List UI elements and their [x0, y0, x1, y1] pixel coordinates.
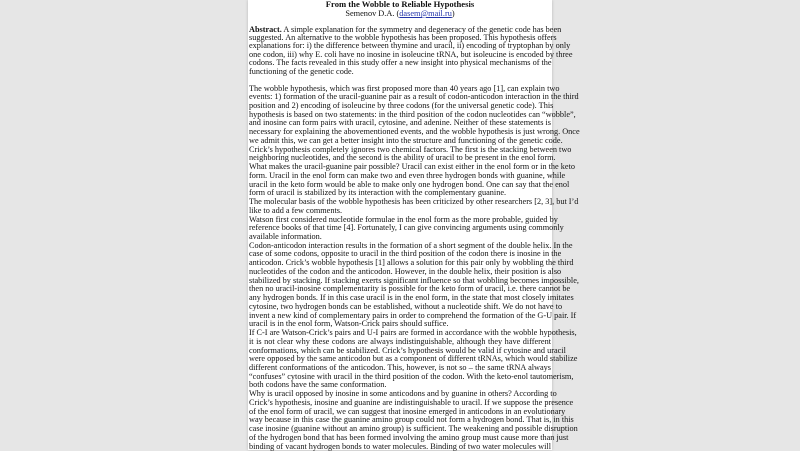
document-title: From the Wobble to Reliable Hypothesis [248, 0, 552, 9]
text-line: Crick’s hypothesis completely ignores two chemical factors. The first is the stacking between two [249, 146, 551, 155]
text-line: of the hydrogen bond that has been formed involving the amino group must cause more than just [249, 434, 551, 443]
text-line: form of uracil is stabilized by its interaction with the complementary guanine. [249, 189, 551, 198]
text-line: The wobble hypothesis, which was first proposed more than 40 years ago [1], can explain two [249, 85, 551, 94]
text-line: functioning of the genetic code. [249, 68, 551, 76]
text-line: any hydrogen bonds. If in this case uracil is in the enol form, in the state that most closely imitates [249, 294, 551, 303]
text-line: then no uracil-inosine complementarity is possible for the keto form of uracil, i.e. there cannot be [249, 285, 551, 294]
text-line: anticodon. Crick’s wobble hypothesis [1] allows a solution for this pair only by wobbling the third [249, 259, 551, 268]
paragraph [249, 163, 551, 198]
paragraph [249, 329, 551, 390]
text-line: one codon, iii) why E. coli have no inosine in isoleucine tRNA, but isoleucine is encoded by three [249, 51, 551, 59]
paragraph [249, 390, 551, 451]
text-line: Watson first considered nucleotide formulae in the enol form as the more probable, guided by [249, 216, 551, 225]
abstract-label: Abstract. [249, 25, 282, 34]
text-line: “confuses” cytosine with uracil in the third position of the codon. With the keto-enol tautomerism, [249, 373, 551, 382]
author-line [248, 9, 552, 19]
author-close: ) [452, 9, 455, 18]
text-line: were opposed by the same anticodon but as a component of different tRNAs, which would stabilize [249, 355, 551, 364]
paragraph [249, 85, 551, 146]
text-line: suggested. An alternative to the wobble hypothesis has been proposed. This hypothesis offers [249, 34, 551, 42]
abstract-text: A simple explanation for the symmetry and degeneracy of the genetic code has been [282, 25, 562, 34]
text-line: way because in this case the guanine amino group could not form a hydrogen bond. That is, in this [249, 416, 551, 425]
text-line: uracil in the keto form would be able to make only one hydrogen bond. One can say that the enol [249, 181, 551, 190]
text-line: like to add a few comments. [249, 207, 551, 216]
text-line: stabilized by stacking. If stacking exerts significant influence so that wobbling becomes impossible, [249, 277, 551, 286]
text-line: events: 1) formation of the uracil-guanine pair as a result of codon-anticodon interaction in the third [249, 93, 551, 102]
text-line: necessary for explaining the abovementioned events, and the wobble hypothesis is just wrong. Once [249, 128, 551, 137]
text-line: available information. [249, 233, 551, 242]
text-line: The molecular basis of the wobble hypothesis has been criticized by other researchers [2, 3], but I’d [249, 198, 551, 207]
text-line: both codons have the same conformation. [249, 381, 551, 390]
text-line: and inosine can form pairs with uracil, cytosine, and adenine. Neither of these statements is [249, 119, 551, 128]
text-line: Crick’s hypothesis, inosine and guanine are indistinguishable to uracil. If we suppose the presence [249, 399, 551, 408]
abstract [249, 26, 551, 77]
text-line: What makes the uracil-guanine pair possible? Uracil can exist either in the enol form or in the keto [249, 163, 551, 172]
text-line: case inosine (guanine without an amino group) is sufficient. The weakening and possible disruption [249, 425, 551, 434]
text-line: invent a new kind of complementary pairs in order to comprehend the formation of the G-U pair. If [249, 312, 551, 321]
text-line: form. Uracil in the enol form can make two and even three hydrogen bonds with guanine, while [249, 172, 551, 181]
text-line: Why is uracil opposed by inosine in some anticodons and by guanine in others? According to [249, 390, 551, 399]
text-line: conformations, which can be stabilized. Crick’s hypothesis would be valid if cytosine and uracil [249, 347, 551, 356]
text-line: Codon-anticodon interaction results in the formation of a short segment of the double helix. In the [249, 242, 551, 251]
paragraph [249, 198, 551, 215]
text-line: codons. The facts revealed in this study offer a new insight into physical mechanisms of the [249, 59, 551, 67]
text-line: neighboring nucleotides, and the second is the ability of uracil to be present in the enol form. [249, 154, 551, 163]
author-email-link[interactable]: dasem@mail.ru [399, 9, 452, 18]
text-line: binding of vacant hydrogen bonds to water molecules. Binding of two water molecules will [249, 443, 551, 451]
text-line: reference books of that time [4]. Fortunately, I can give convincing arguments using commonly [249, 224, 551, 233]
paragraph [249, 146, 551, 163]
text-line: cytosine, two hydrogen bonds can be established, without a nucleotide shift. We do not have to [249, 303, 551, 312]
paragraph [249, 216, 551, 242]
text-line: position and 2) encoding of isoleucine by three codons (for the universal genetic code). This [249, 102, 551, 111]
text-line: If C-I are Watson-Crick’s pairs and U-I pairs are formed in accordance with the wobble hypothesis, [249, 329, 551, 338]
text-line: nucleotides of the codon and the anticodon. However, in the double helix, their position is also [249, 268, 551, 277]
text-line: case of some codons, opposite to uracil in the third position of the codon there is inosine in the [249, 250, 551, 259]
text-line: different conformations of the anticodon. This, however, is not so – the same tRNA always [249, 364, 551, 373]
author-name: Semenov D.A. ( [345, 9, 399, 18]
text-line: we admit this, we can get a better insight into the structure and functioning of the genetic code. [249, 137, 551, 146]
paragraph [249, 242, 551, 329]
text-line: uracil is in the enol form, Watson-Crick pairs should suffice. [249, 320, 551, 329]
document-page [248, 0, 552, 450]
text-line: hypothesis is based on two statements: in the third position of the codon nucleotides can “wobble”, [249, 111, 551, 120]
text-line: it is not clear why these codons are always indistinguishable, although they have different [249, 338, 551, 347]
document-body [249, 85, 551, 451]
text-line: of the enol form of uracil, we can suggest that inosine emerged in anticodons in an evolutionary [249, 408, 551, 417]
text-line: explanations for: i) the difference between thymine and uracil, ii) encoding of tryptophan by only [249, 42, 551, 50]
